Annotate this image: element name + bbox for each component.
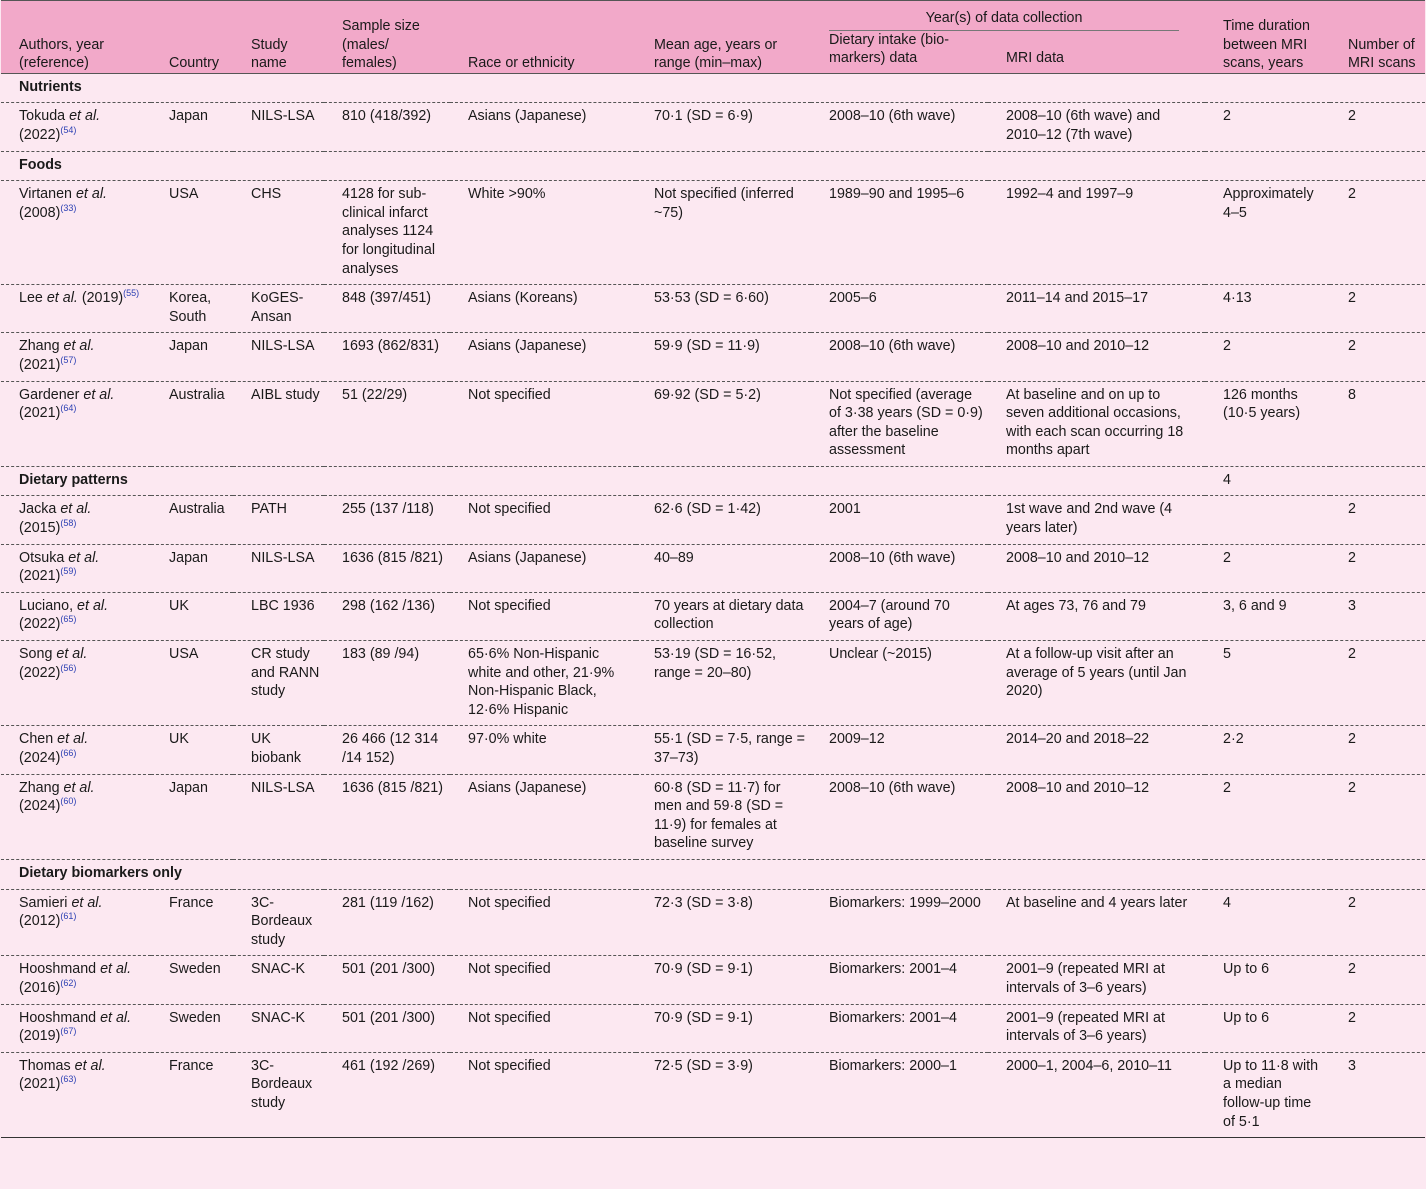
cell-race: Asians (Japanese) xyxy=(450,774,636,859)
cell-dietary: Unclear (~2015) xyxy=(811,641,988,726)
author-year: (2012) xyxy=(19,913,61,930)
table-row xyxy=(1,103,1425,151)
cell-mri: 2008–10 and 2010–12 xyxy=(988,544,1205,592)
cell-study: NILS-LSA xyxy=(233,544,324,592)
cell-age: 72·5 (SD = 3·9) xyxy=(636,1052,811,1137)
citation-link[interactable]: (62) xyxy=(60,978,77,989)
cell-country: Japan xyxy=(151,333,233,381)
author-year: (2008) xyxy=(19,204,61,221)
table-row xyxy=(1,774,1425,859)
cell-duration: 4·13 xyxy=(1205,285,1330,333)
cell-race: Not specified xyxy=(450,496,636,544)
author-etal: et al. xyxy=(77,597,109,614)
cell-race: Asians (Koreans) xyxy=(450,285,636,333)
cell-author xyxy=(1,774,151,859)
cell-country: France xyxy=(151,1052,233,1137)
cell-scans: 2 xyxy=(1330,333,1425,381)
cell-dietary: 2005–6 xyxy=(811,285,988,333)
cell-race: 97·0% white xyxy=(450,726,636,774)
table-row xyxy=(1,956,1425,1004)
author-name: Song xyxy=(19,646,53,663)
citation-link[interactable]: (58) xyxy=(60,518,77,529)
cell-duration: Up to 11·8 with a median follow-up time of 5·1 xyxy=(1205,1052,1330,1137)
cell-author xyxy=(1,181,151,285)
section-empty xyxy=(1330,73,1425,103)
cell-country: USA xyxy=(151,181,233,285)
cell-scans: 2 xyxy=(1330,1004,1425,1052)
author-etal: et al. xyxy=(100,1009,132,1026)
header-sample: Sample size (males/ females) xyxy=(324,1,450,74)
cell-mri: At baseline and on up to seven additional occasions, with each scan occurring 18 months apart xyxy=(988,381,1205,466)
header-age: Mean age, years or range (min–max) xyxy=(636,1,811,74)
cell-author xyxy=(1,285,151,333)
cell-duration: 2 xyxy=(1205,333,1330,381)
cell-study: CHS xyxy=(233,181,324,285)
cell-race: Asians (Japanese) xyxy=(450,544,636,592)
header-race: Race or ethnicity xyxy=(450,1,636,74)
cell-country: Japan xyxy=(151,103,233,151)
cell-duration: 2 xyxy=(1205,774,1330,859)
header-country: Country xyxy=(151,1,233,74)
table-row xyxy=(1,285,1425,333)
cell-country: France xyxy=(151,889,233,956)
author-etal: et al. xyxy=(56,646,88,663)
cell-dietary: 2008–10 (6th wave) xyxy=(811,774,988,859)
cell-duration: Up to 6 xyxy=(1205,1004,1330,1052)
cell-study: SNAC-K xyxy=(233,1004,324,1052)
author-etal: et al. xyxy=(83,386,115,403)
cell-sample: 255 (137 /118) xyxy=(324,496,450,544)
cell-author xyxy=(1,592,151,640)
cell-mri: At a follow-up visit after an average of 5 years (until Jan 2020) xyxy=(988,641,1205,726)
cell-age: 69·92 (SD = 5·2) xyxy=(636,381,811,466)
cell-age: 72·3 (SD = 3·8) xyxy=(636,889,811,956)
author-etal: et al. xyxy=(63,779,95,796)
cell-scans: 2 xyxy=(1330,544,1425,592)
cell-age: Not specified (inferred ~75) xyxy=(636,181,811,285)
table-row xyxy=(1,544,1425,592)
section-label: Foods xyxy=(1,151,1205,181)
section-row xyxy=(1,73,1425,103)
cell-race: Asians (Japanese) xyxy=(450,103,636,151)
cell-mri: 2001–9 (repeated MRI at intervals of 3–6 years) xyxy=(988,1004,1205,1052)
cell-author xyxy=(1,726,151,774)
cell-sample: 26 466 (12 314 /14 152) xyxy=(324,726,450,774)
cell-mri: 2011–14 and 2015–17 xyxy=(988,285,1205,333)
cell-study: PATH xyxy=(233,496,324,544)
cell-scans: 2 xyxy=(1330,285,1425,333)
cell-sample: 298 (162 /136) xyxy=(324,592,450,640)
citation-link[interactable]: (67) xyxy=(60,1026,77,1037)
section-label: Dietary biomarkers only xyxy=(1,859,1205,889)
table-row xyxy=(1,592,1425,640)
section-empty xyxy=(1330,859,1425,889)
table-row xyxy=(1,496,1425,544)
cell-age: 70·9 (SD = 9·1) xyxy=(636,956,811,1004)
cell-race: Not specified xyxy=(450,956,636,1004)
cell-author xyxy=(1,544,151,592)
cell-author xyxy=(1,641,151,726)
table-body xyxy=(1,73,1425,1137)
header-duration: Time duration between MRI scans, years xyxy=(1205,1,1330,74)
author-name: Thomas xyxy=(19,1057,71,1074)
author-name: Lee xyxy=(19,290,43,307)
cell-sample: 281 (119 /162) xyxy=(324,889,450,956)
cell-sample: 501 (201 /300) xyxy=(324,1004,450,1052)
cell-scans: 2 xyxy=(1330,889,1425,956)
author-name: Virtanen xyxy=(19,186,72,203)
cell-country: UK xyxy=(151,592,233,640)
header-dietary: Dietary intake (bio-markers) data xyxy=(811,31,988,74)
cell-dietary: 2004–7 (around 70 years of age) xyxy=(811,592,988,640)
header-data-collection-group xyxy=(811,1,1205,31)
author-name: Hooshmand xyxy=(19,1009,97,1026)
author-name: Hooshmand xyxy=(19,961,97,978)
table-header xyxy=(1,1,1425,74)
cell-study: NILS-LSA xyxy=(233,103,324,151)
cell-race: Not specified xyxy=(450,592,636,640)
cell-race: Not specified xyxy=(450,889,636,956)
cell-author xyxy=(1,103,151,151)
cell-country: Japan xyxy=(151,774,233,859)
cell-sample: 810 (418/392) xyxy=(324,103,450,151)
table-row xyxy=(1,181,1425,285)
cell-race: Not specified xyxy=(450,1052,636,1137)
cell-author xyxy=(1,381,151,466)
author-name: Zhang xyxy=(19,779,60,796)
cell-age: 55·1 (SD = 7·5, range = 37–73) xyxy=(636,726,811,774)
cell-scans: 3 xyxy=(1330,1052,1425,1137)
author-etal: et al. xyxy=(74,1057,106,1074)
cell-author xyxy=(1,333,151,381)
author-etal: et al. xyxy=(71,894,103,911)
section-row xyxy=(1,466,1425,496)
cell-age: 53·19 (SD = 16·52, range = 20–80) xyxy=(636,641,811,726)
cell-mri: 2001–9 (repeated MRI at intervals of 3–6 years) xyxy=(988,956,1205,1004)
author-name: Jacka xyxy=(19,501,57,518)
citation-link[interactable]: (61) xyxy=(60,911,77,922)
cell-dietary: Biomarkers: 2001–4 xyxy=(811,1004,988,1052)
cell-study: UK biobank xyxy=(233,726,324,774)
table-row xyxy=(1,381,1425,466)
author-name: Gardener xyxy=(19,386,80,403)
author-year: (2022) xyxy=(19,664,61,681)
header-study: Study name xyxy=(233,1,324,74)
citation-link[interactable]: (63) xyxy=(60,1074,77,1085)
author-year: (2015) xyxy=(19,520,61,537)
cell-age: 59·9 (SD = 11·9) xyxy=(636,333,811,381)
studies-table xyxy=(1,0,1425,1138)
cell-sample: 51 (22/29) xyxy=(324,381,450,466)
cell-country: Australia xyxy=(151,496,233,544)
cell-author xyxy=(1,956,151,1004)
cell-scans: 2 xyxy=(1330,181,1425,285)
header-authors: Authors, year (reference) xyxy=(1,1,151,74)
cell-mri: 2000–1, 2004–6, 2010–11 xyxy=(988,1052,1205,1137)
author-year: (2024) xyxy=(19,798,61,815)
author-year: (2021) xyxy=(19,405,61,422)
citation-link[interactable]: (57) xyxy=(60,355,77,366)
cell-dietary: 2008–10 (6th wave) xyxy=(811,544,988,592)
cell-race: 65·6% Non-Hispanic white and other, 21·9% Non-Hispanic Black, 12·6% Hispanic xyxy=(450,641,636,726)
cell-duration: Approximately 4–5 xyxy=(1205,181,1330,285)
cell-age: 70·1 (SD = 6·9) xyxy=(636,103,811,151)
author-etal: et al. xyxy=(69,108,101,125)
section-empty xyxy=(1330,466,1425,496)
author-etal: et al. xyxy=(60,501,92,518)
cell-duration: 2 xyxy=(1205,103,1330,151)
citation-link[interactable]: (64) xyxy=(60,403,77,414)
author-etal: et al. xyxy=(75,186,107,203)
author-year: (2024) xyxy=(19,750,61,766)
cell-author xyxy=(1,889,151,956)
author-etal: et al. xyxy=(68,549,100,566)
cell-country: UK xyxy=(151,726,233,774)
cell-race: White >90% xyxy=(450,181,636,285)
cell-country: Australia xyxy=(151,381,233,466)
cell-age: 53·53 (SD = 6·60) xyxy=(636,285,811,333)
cell-mri: 1992–4 and 1997–9 xyxy=(988,181,1205,285)
cell-study: AIBL study xyxy=(233,381,324,466)
cell-author xyxy=(1,1004,151,1052)
cell-duration xyxy=(1205,496,1330,544)
cell-scans: 2 xyxy=(1330,956,1425,1004)
cell-dietary: Not specified (average of 3·38 years (SD = 0·9) after the baseline assessment xyxy=(811,381,988,466)
cell-sample: 461 (192 /269) xyxy=(324,1052,450,1137)
cell-scans: 2 xyxy=(1330,641,1425,726)
cell-duration: 2 xyxy=(1205,544,1330,592)
table-row xyxy=(1,333,1425,381)
section-duration xyxy=(1205,151,1330,181)
cell-race: Asians (Japanese) xyxy=(450,333,636,381)
author-etal: et al. xyxy=(57,731,89,748)
cell-race: Not specified xyxy=(450,381,636,466)
cell-mri: 2008–10 and 2010–12 xyxy=(988,333,1205,381)
cell-country: USA xyxy=(151,641,233,726)
cell-sample: 501 (201 /300) xyxy=(324,956,450,1004)
author-name: Zhang xyxy=(19,338,60,355)
author-name: Samieri xyxy=(19,894,68,911)
cell-age: 70 years at dietary data collection xyxy=(636,592,811,640)
cell-study: NILS-LSA xyxy=(233,774,324,859)
cell-sample: 1636 (815 /821) xyxy=(324,774,450,859)
cell-scans: 2 xyxy=(1330,496,1425,544)
citation-link[interactable]: (56) xyxy=(60,662,77,673)
cell-duration: 4 xyxy=(1205,889,1330,956)
cell-mri: At ages 73, 76 and 79 xyxy=(988,592,1205,640)
author-year: (2016) xyxy=(19,979,61,996)
author-etal: et al. xyxy=(46,290,78,307)
section-label: Nutrients xyxy=(1,73,1205,103)
cell-mri: At baseline and 4 years later xyxy=(988,889,1205,956)
cell-author xyxy=(1,496,151,544)
section-row xyxy=(1,151,1425,181)
table-row xyxy=(1,726,1425,774)
cell-author xyxy=(1,1052,151,1137)
cell-duration: 3, 6 and 9 xyxy=(1205,592,1330,640)
cell-scans: 2 xyxy=(1330,774,1425,859)
section-label: Dietary patterns xyxy=(1,466,1205,496)
cell-mri: 1st wave and 2nd wave (4 years later) xyxy=(988,496,1205,544)
citation-link[interactable]: (55) xyxy=(123,288,140,299)
cell-study: SNAC-K xyxy=(233,956,324,1004)
section-row xyxy=(1,859,1425,889)
cell-age: 62·6 (SD = 1·42) xyxy=(636,496,811,544)
header-group-label: Year(s) of data collection xyxy=(829,9,1179,31)
author-year: (2019) xyxy=(19,1028,61,1045)
author-year: (2019) xyxy=(81,290,124,307)
cell-country: Japan xyxy=(151,544,233,592)
citation-link[interactable]: (59) xyxy=(60,566,77,577)
cell-study: CR study and RANN study xyxy=(233,641,324,726)
cell-study: KoGES-Ansan xyxy=(233,285,324,333)
header-mri: MRI data xyxy=(988,31,1205,74)
author-year: (2022) xyxy=(19,126,61,143)
cell-country: Sweden xyxy=(151,1004,233,1052)
author-name: Otsuka xyxy=(19,549,65,566)
table-row xyxy=(1,1052,1425,1137)
author-etal: et al. xyxy=(100,961,132,978)
cell-study: 3C-Bordeaux study xyxy=(233,1052,324,1137)
cell-dietary: Biomarkers: 1999–2000 xyxy=(811,889,988,956)
citation-link[interactable]: (60) xyxy=(60,796,77,807)
author-name: Luciano, xyxy=(19,597,74,614)
cell-sample: 4128 for sub-clinical infarct analyses 1124 for longitudinal analyses xyxy=(324,181,450,285)
cell-sample: 183 (89 /94) xyxy=(324,641,450,726)
author-name: Chen xyxy=(19,731,54,748)
author-name: Tokuda xyxy=(19,108,66,125)
cell-mri: 2008–10 and 2010–12 xyxy=(988,774,1205,859)
table-row xyxy=(1,1004,1425,1052)
cell-dietary: 2001 xyxy=(811,496,988,544)
cell-scans: 2 xyxy=(1330,103,1425,151)
cell-dietary: 2009–12 xyxy=(811,726,988,774)
cell-country: Korea, South xyxy=(151,285,233,333)
author-etal: et al. xyxy=(63,338,95,355)
author-year: (2021) xyxy=(19,1076,61,1093)
cell-dietary: 1989–90 and 1995–6 xyxy=(811,181,988,285)
cell-sample: 1693 (862/831) xyxy=(324,333,450,381)
author-year: (2022) xyxy=(19,616,61,633)
cell-age: 60·8 (SD = 11·7) for men and 59·8 (SD = 11·9) for females at baseline survey xyxy=(636,774,811,859)
cell-dietary: 2008–10 (6th wave) xyxy=(811,103,988,151)
cell-duration: 126 months (10·5 years) xyxy=(1205,381,1330,466)
cell-sample: 1636 (815 /821) xyxy=(324,544,450,592)
cell-scans: 2 xyxy=(1330,726,1425,774)
cell-scans: 8 xyxy=(1330,381,1425,466)
cell-dietary: 2008–10 (6th wave) xyxy=(811,333,988,381)
cell-age: 70·9 (SD = 9·1) xyxy=(636,1004,811,1052)
section-duration xyxy=(1205,73,1330,103)
cell-duration: Up to 6 xyxy=(1205,956,1330,1004)
citation-link[interactable]: (65) xyxy=(60,614,77,625)
citation-link[interactable]: (66) xyxy=(60,748,77,759)
citation-link[interactable]: (33) xyxy=(60,202,77,213)
table-row xyxy=(1,889,1425,956)
cell-mri: 2008–10 (6th wave) and 2010–12 (7th wave) xyxy=(988,103,1205,151)
section-empty xyxy=(1330,151,1425,181)
section-duration xyxy=(1205,859,1330,889)
cell-scans: 3 xyxy=(1330,592,1425,640)
cell-study: LBC 1936 xyxy=(233,592,324,640)
cell-study: NILS-LSA xyxy=(233,333,324,381)
cell-study: 3C-Bordeaux study xyxy=(233,889,324,956)
header-scans: Number of MRI scans xyxy=(1330,1,1425,74)
author-year: (2021) xyxy=(19,356,61,373)
cell-country: Sweden xyxy=(151,956,233,1004)
cell-duration: 5 xyxy=(1205,641,1330,726)
cell-sample: 848 (397/451) xyxy=(324,285,450,333)
section-duration: 4 xyxy=(1205,466,1330,496)
cell-dietary: Biomarkers: 2001–4 xyxy=(811,956,988,1004)
citation-link[interactable]: (54) xyxy=(60,125,77,136)
author-year: (2021) xyxy=(19,568,61,585)
cell-duration: 2·2 xyxy=(1205,726,1330,774)
cell-age: 40–89 xyxy=(636,544,811,592)
cell-dietary: Biomarkers: 2000–1 xyxy=(811,1052,988,1137)
cell-mri: 2014–20 and 2018–22 xyxy=(988,726,1205,774)
table-row xyxy=(1,641,1425,726)
cell-race: Not specified xyxy=(450,1004,636,1052)
